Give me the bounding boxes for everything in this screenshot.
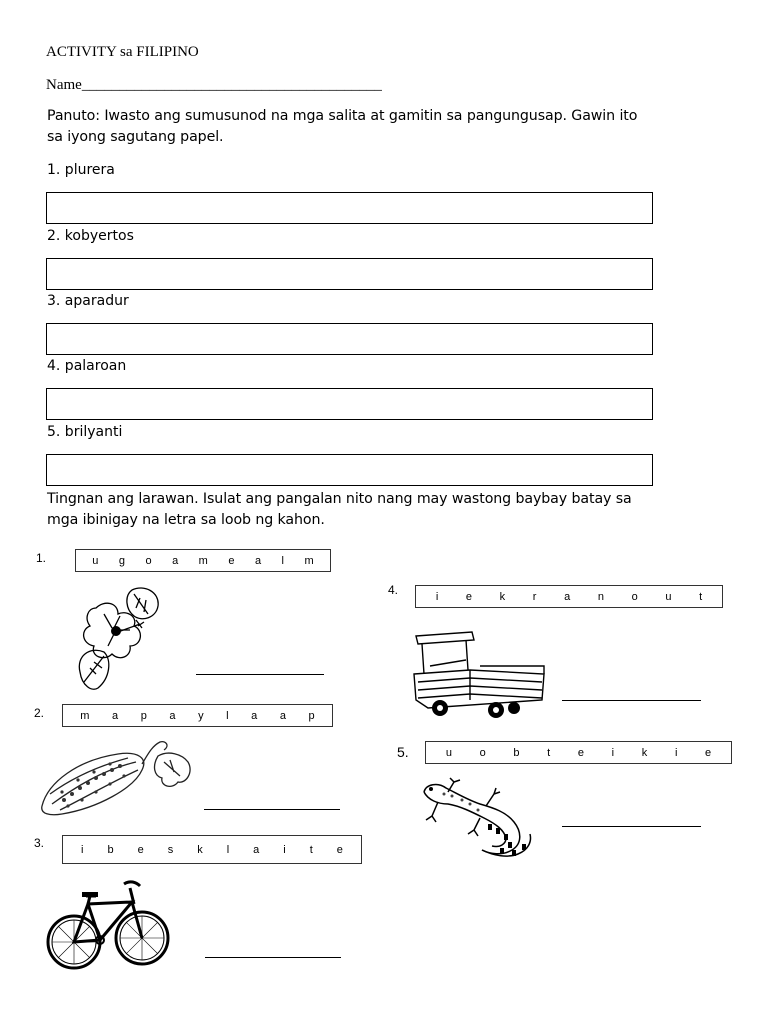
bicycle-icon [46, 874, 172, 974]
answer-box-4[interactable] [46, 388, 653, 420]
item-2-label: 2. kobyertos [47, 228, 134, 244]
scrambled-letter: i [283, 843, 286, 856]
scrambled-letter: u [92, 554, 99, 567]
answer-line-picture-4[interactable] [562, 700, 701, 701]
scrambled-letter: i [611, 746, 615, 759]
scrambled-letter: u [665, 590, 672, 603]
scrambled-letter: a [253, 843, 260, 856]
scrambled-letter: l [281, 554, 284, 567]
scrambled-letter: a [172, 554, 179, 567]
picture-item-1-number: 1. [36, 551, 47, 565]
instructions-part1-line1: Panuto: Iwasto ang sumusunod na mga salita at gamitin sa pangungusap. Gawin ito [47, 108, 638, 124]
name-field-label: Name________________________________________ [46, 77, 382, 93]
scrambled-letter: i [674, 746, 678, 759]
scrambled-letter: s [167, 843, 174, 856]
cart-icon [410, 630, 548, 720]
instructions-part2-line1: Tingnan ang larawan. Isulat ang pangalan nito nang may wastong baybay batay sa [47, 491, 632, 507]
scrambled-letter: t [309, 843, 313, 856]
scrambled-letter: o [145, 554, 152, 567]
scrambled-letter: k [499, 590, 506, 603]
gecko-icon [418, 778, 536, 860]
letter-box-1 [75, 549, 331, 572]
answer-line-picture-2[interactable] [204, 809, 340, 810]
answer-box-3[interactable] [46, 323, 653, 355]
scrambled-letter: i [81, 843, 84, 856]
scrambled-letter: e [705, 746, 712, 759]
scrambled-letter: m [198, 554, 208, 567]
scrambled-letter: a [254, 554, 262, 567]
scrambled-letter: t [699, 590, 703, 603]
scrambled-letter: a [251, 709, 258, 722]
page-title: ACTIVITY sa FILIPINO [46, 44, 199, 60]
scrambled-letter: m [80, 709, 90, 722]
scrambled-letter: t [547, 746, 551, 759]
scrambled-letter: p [308, 709, 315, 722]
answer-line-picture-5[interactable] [562, 826, 701, 827]
scrambled-letter: l [226, 709, 229, 722]
scrambled-letter: i [435, 590, 439, 603]
letter-box-3 [62, 835, 362, 864]
instructions-part2 [47, 489, 632, 531]
picture-item-4-number: 4. [388, 583, 399, 597]
instructions-part1-line2: sa iyong sagutang papel. [47, 129, 224, 145]
picture-item-5-number: 5. [397, 744, 409, 760]
answer-line-picture-3[interactable] [205, 957, 341, 958]
answer-box-1[interactable] [46, 192, 653, 224]
scrambled-letter: a [169, 709, 176, 722]
scrambled-letter: n [597, 590, 604, 603]
scrambled-letter: a [279, 709, 286, 722]
instructions-part1 [47, 106, 637, 148]
scrambled-letter: p [140, 709, 147, 722]
scrambled-letter: a [564, 590, 571, 603]
scrambled-letter: g [118, 554, 125, 567]
scrambled-letter: k [197, 843, 203, 856]
picture-item-2-number: 2. [34, 706, 45, 720]
scrambled-letter: e [577, 746, 585, 759]
hibiscus-flower-icon [74, 584, 166, 694]
scrambled-letter: a [112, 709, 119, 722]
scrambled-letter: u [445, 746, 452, 759]
scrambled-letter: o [479, 746, 486, 759]
scrambled-letter: o [631, 590, 638, 603]
scrambled-letter: r [532, 590, 537, 603]
scrambled-letter: b [513, 746, 520, 759]
item-5-label: 5. brilyanti [47, 424, 123, 440]
scrambled-letter: e [465, 590, 473, 603]
letter-box-2 [62, 704, 333, 727]
letter-box-5 [425, 741, 732, 764]
letter-box-4 [415, 585, 723, 608]
instructions-part2-line2: mga ibinigay na letra sa loob ng kahon. [47, 512, 325, 528]
scrambled-letter: e [336, 843, 343, 856]
item-1-label: 1. plurera [47, 162, 115, 178]
item-3-label: 3. aparadur [47, 293, 129, 309]
picture-item-3-number: 3. [34, 836, 45, 850]
answer-box-5[interactable] [46, 454, 653, 486]
answer-box-2[interactable] [46, 258, 653, 290]
scrambled-letter: l [226, 843, 230, 856]
bitter-gourd-icon [38, 736, 196, 818]
scrambled-letter: b [107, 843, 114, 856]
answer-line-picture-1[interactable] [196, 674, 324, 675]
scrambled-letter: e [228, 554, 235, 567]
scrambled-letter: y [198, 709, 204, 722]
item-4-label: 4. palaroan [47, 358, 127, 374]
scrambled-letter: e [137, 843, 144, 856]
scrambled-letter: m [304, 554, 314, 567]
scrambled-letter: k [641, 746, 648, 759]
